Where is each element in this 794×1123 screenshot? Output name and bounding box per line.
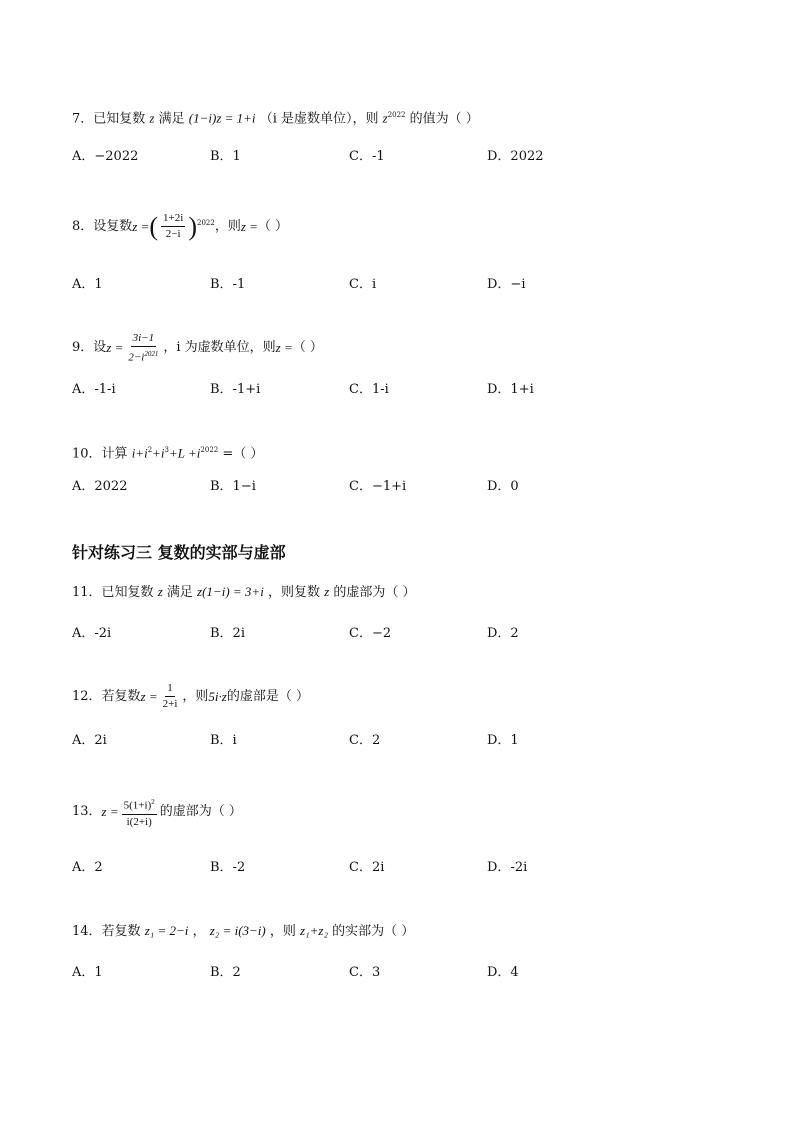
option-a: A．−2022	[72, 149, 139, 164]
option-b: B．1−i	[210, 479, 256, 494]
option-a: A．-1-i	[72, 382, 116, 397]
option-d: D．0	[487, 479, 519, 494]
question-14-prefix: 14．若复数	[72, 924, 141, 939]
fraction-denominator: i(2+i)	[126, 815, 152, 828]
question-11	[72, 583, 415, 602]
question-12-options	[72, 729, 632, 749]
question-7-math-1: z	[149, 110, 155, 126]
question-10-math-1: i+i	[131, 445, 148, 461]
option-d: D．1+i	[487, 382, 534, 397]
fraction-numerator: 1	[165, 682, 175, 697]
question-8-tail: （ ）	[257, 218, 289, 234]
question-14-tail: 的实部为（ ）	[332, 924, 415, 939]
option-c: C．3	[349, 965, 381, 980]
question-13-tail: 的虚部为（ ）	[159, 804, 242, 820]
option-c: C．2i	[349, 860, 385, 875]
question-13-fraction	[122, 796, 157, 829]
option-b: B．-2	[210, 860, 246, 875]
option-a: A．2	[72, 860, 103, 875]
question-10-prefix: 10．计算	[72, 446, 128, 462]
question-10-sup-2: 3	[164, 446, 170, 454]
fraction-denominator	[126, 347, 160, 365]
option-b: B．-1	[210, 277, 246, 292]
question-13	[72, 796, 242, 829]
option-b: B．-1+i	[210, 382, 261, 397]
option-c: C．2	[349, 733, 381, 748]
fraction-denominator: 2+i	[162, 698, 178, 710]
option-c: C．1-i	[349, 382, 389, 397]
question-10-suffix: =（ ）	[222, 446, 264, 462]
question-11-prefix: 11．已知复数	[72, 585, 154, 600]
question-8-suffix: ，则	[214, 218, 241, 234]
question-14-math-2: z₂ = i(3−i)	[209, 923, 266, 938]
question-8	[72, 212, 288, 241]
fraction-denominator: 2−i	[165, 228, 181, 240]
option-b: B．2i	[210, 626, 245, 641]
question-9-text-2: ，i 为虚数单位，则	[163, 340, 276, 356]
option-d: D．2022	[487, 149, 544, 164]
question-11-math-1: z	[157, 584, 163, 599]
question-8-options	[72, 273, 632, 293]
question-9-math-2: z =	[275, 340, 293, 356]
fraction-numerator-base: 5(1+i)	[123, 799, 152, 812]
question-9-fraction	[126, 332, 160, 365]
option-c: C．-1	[349, 149, 385, 164]
question-11-math-2: z(1−i) = 3+i	[197, 584, 264, 599]
question-8-fraction	[161, 212, 185, 241]
question-13-options	[72, 856, 632, 876]
question-14-text-3: ，则	[269, 924, 296, 939]
question-12-math-2: 5i·z	[208, 688, 227, 704]
question-14-options	[72, 961, 632, 981]
question-12-fraction	[161, 682, 180, 711]
question-11-math-3: z	[324, 584, 330, 599]
question-7-options	[72, 145, 632, 165]
question-11-text-2: 满足	[166, 585, 193, 600]
option-d: D．4	[487, 965, 519, 980]
question-8-math-2: z =	[240, 218, 258, 234]
question-9-options	[72, 378, 632, 398]
question-13-math-1: z =	[101, 804, 119, 820]
question-7-suffix: 的值为（ ）	[409, 111, 479, 127]
question-13-prefix: 13．	[72, 804, 102, 820]
question-7-math-3: z	[382, 110, 388, 126]
option-c: C．−2	[349, 626, 392, 641]
question-12-text-2: ，则	[182, 688, 209, 704]
question-9-tail: （ ）	[292, 340, 323, 356]
question-7	[72, 106, 479, 128]
question-9-prefix: 9．设	[72, 340, 107, 356]
question-10-sup-3: 2022	[200, 446, 219, 454]
option-b: B．i	[210, 733, 237, 748]
option-d: D．-2i	[487, 860, 528, 875]
option-a: A．1	[72, 277, 103, 292]
question-7-math-2: (1−i)z = 1+i	[188, 110, 256, 126]
question-11-tail: 的虚部为（ ）	[333, 585, 416, 600]
option-a: A．1	[72, 965, 103, 980]
question-9-math-1: z =	[106, 340, 124, 356]
option-d: D．−i	[487, 277, 526, 292]
question-8-math-1: z =	[132, 218, 150, 234]
section-heading: 针对练习三 复数的实部与虚部	[72, 543, 286, 562]
option-a: A．2i	[72, 733, 107, 748]
option-c: C．−1+i	[349, 479, 407, 494]
option-c: C．i	[349, 277, 377, 292]
fraction-numerator: 1+2i	[161, 212, 185, 227]
fraction-denominator-sup: 2021	[144, 350, 159, 358]
option-a: A．-2i	[72, 626, 112, 641]
question-14-text-2: ，	[192, 924, 206, 939]
option-b: B．1	[210, 149, 241, 164]
option-d: D．1	[487, 733, 519, 748]
question-12-tail: 的虚部是（ ）	[226, 688, 309, 704]
question-11-options	[72, 622, 632, 642]
left-paren: (	[149, 211, 159, 241]
question-14	[72, 922, 414, 941]
option-a: A．2022	[72, 479, 128, 494]
fraction-denominator-base: 2−i	[128, 351, 145, 364]
option-d: D．2	[487, 626, 519, 641]
question-12-prefix: 12．若复数	[72, 688, 141, 704]
question-7-text-3: （i 是虚数单位），则	[259, 111, 379, 127]
question-10-math-2: +i	[152, 445, 165, 461]
fraction-numerator	[122, 796, 157, 815]
question-14-math-1: z₁ = 2−i	[144, 923, 189, 938]
question-10-math-3: +L +i	[169, 445, 201, 461]
question-9	[72, 332, 323, 365]
question-7-sup: 2022	[387, 111, 406, 119]
question-11-suffix: ，则复数	[267, 585, 320, 600]
question-8-sup: 2022	[196, 219, 215, 227]
question-8-prefix: 8．设复数	[72, 218, 133, 234]
option-b: B．2	[210, 965, 241, 980]
question-10-options	[72, 475, 632, 495]
question-12	[72, 682, 309, 711]
right-paren: )	[188, 211, 197, 241]
question-7-prefix: 7．已知复数	[72, 111, 146, 127]
question-10-sup-1: 2	[147, 446, 153, 454]
question-10	[72, 441, 263, 463]
question-12-math-1: z =	[140, 688, 158, 704]
fraction-numerator: 3i−1	[131, 332, 156, 347]
question-14-math-3: z₁+z₂	[300, 923, 328, 938]
fraction-numerator-sup: 2	[151, 798, 155, 806]
question-7-text-2: 满足	[158, 111, 185, 127]
